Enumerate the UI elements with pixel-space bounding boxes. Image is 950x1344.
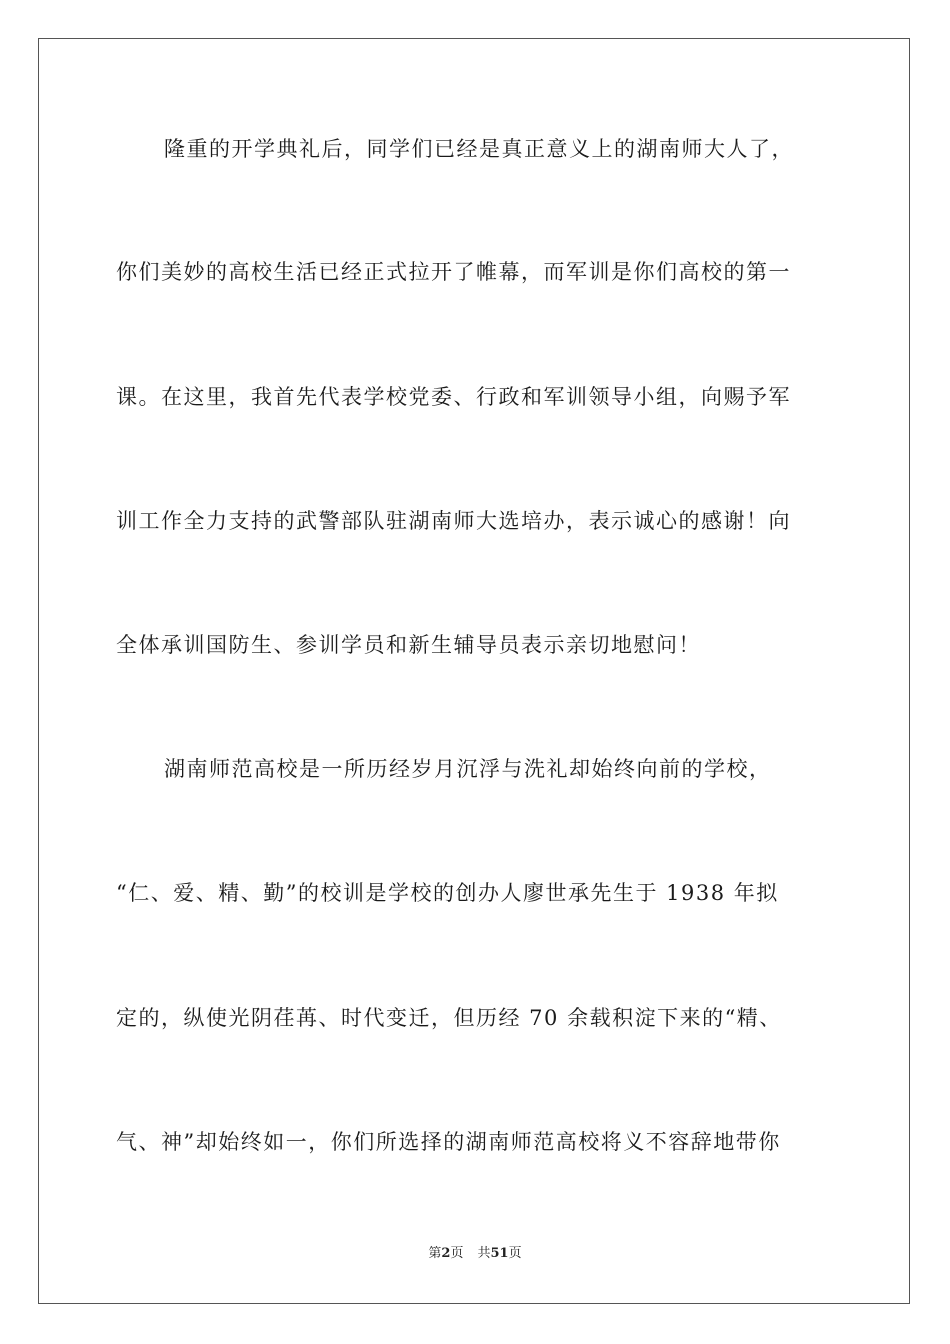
- paragraph-1-line-5: 全体承训国防生、参训学员和新生辅导员表示亲切地慰问！: [116, 633, 701, 657]
- paragraph-1-line-4: 训工作全力支持的武警部队驻湖南师大选培办，表示诚心的感谢！向: [116, 509, 791, 533]
- page-footer: [0, 1246, 950, 1262]
- paragraph-2-line-1: 湖南师范高校是一所历经岁月沉浮与洗礼却始终向前的学校，: [164, 757, 772, 781]
- paragraph-2-line-4: 气、神”却始终如一，你们所选择的湖南师范高校将义不容辞地带你: [116, 1130, 781, 1154]
- page-prefix: 第: [428, 1246, 442, 1261]
- page-unit: 页: [450, 1246, 464, 1261]
- total-pages: 51: [490, 1246, 509, 1261]
- total-prefix: 共: [477, 1246, 491, 1261]
- total-unit: 页: [508, 1246, 522, 1261]
- paragraph-1-line-1: 隆重的开学典礼后，同学们已经是真正意义上的湖南师大人了，: [164, 137, 794, 161]
- paragraph-1-line-2: 你们美妙的高校生活已经正式拉开了帷幕，而军训是你们高校的第一: [116, 260, 791, 284]
- page-number: 2: [441, 1246, 451, 1261]
- page-border: [38, 38, 910, 1304]
- paragraph-2-line-2: “仁、爱、精、勤”的校训是学校的创办人廖世承先生于 1938 年拟: [116, 881, 779, 905]
- paragraph-1-line-3: 课。在这里，我首先代表学校党委、行政和军训领导小组，向赐予军: [116, 385, 791, 409]
- paragraph-2-line-3: 定的，纵使光阴荏苒、时代变迁，但历经 70 余载积淀下来的“精、: [116, 1006, 782, 1030]
